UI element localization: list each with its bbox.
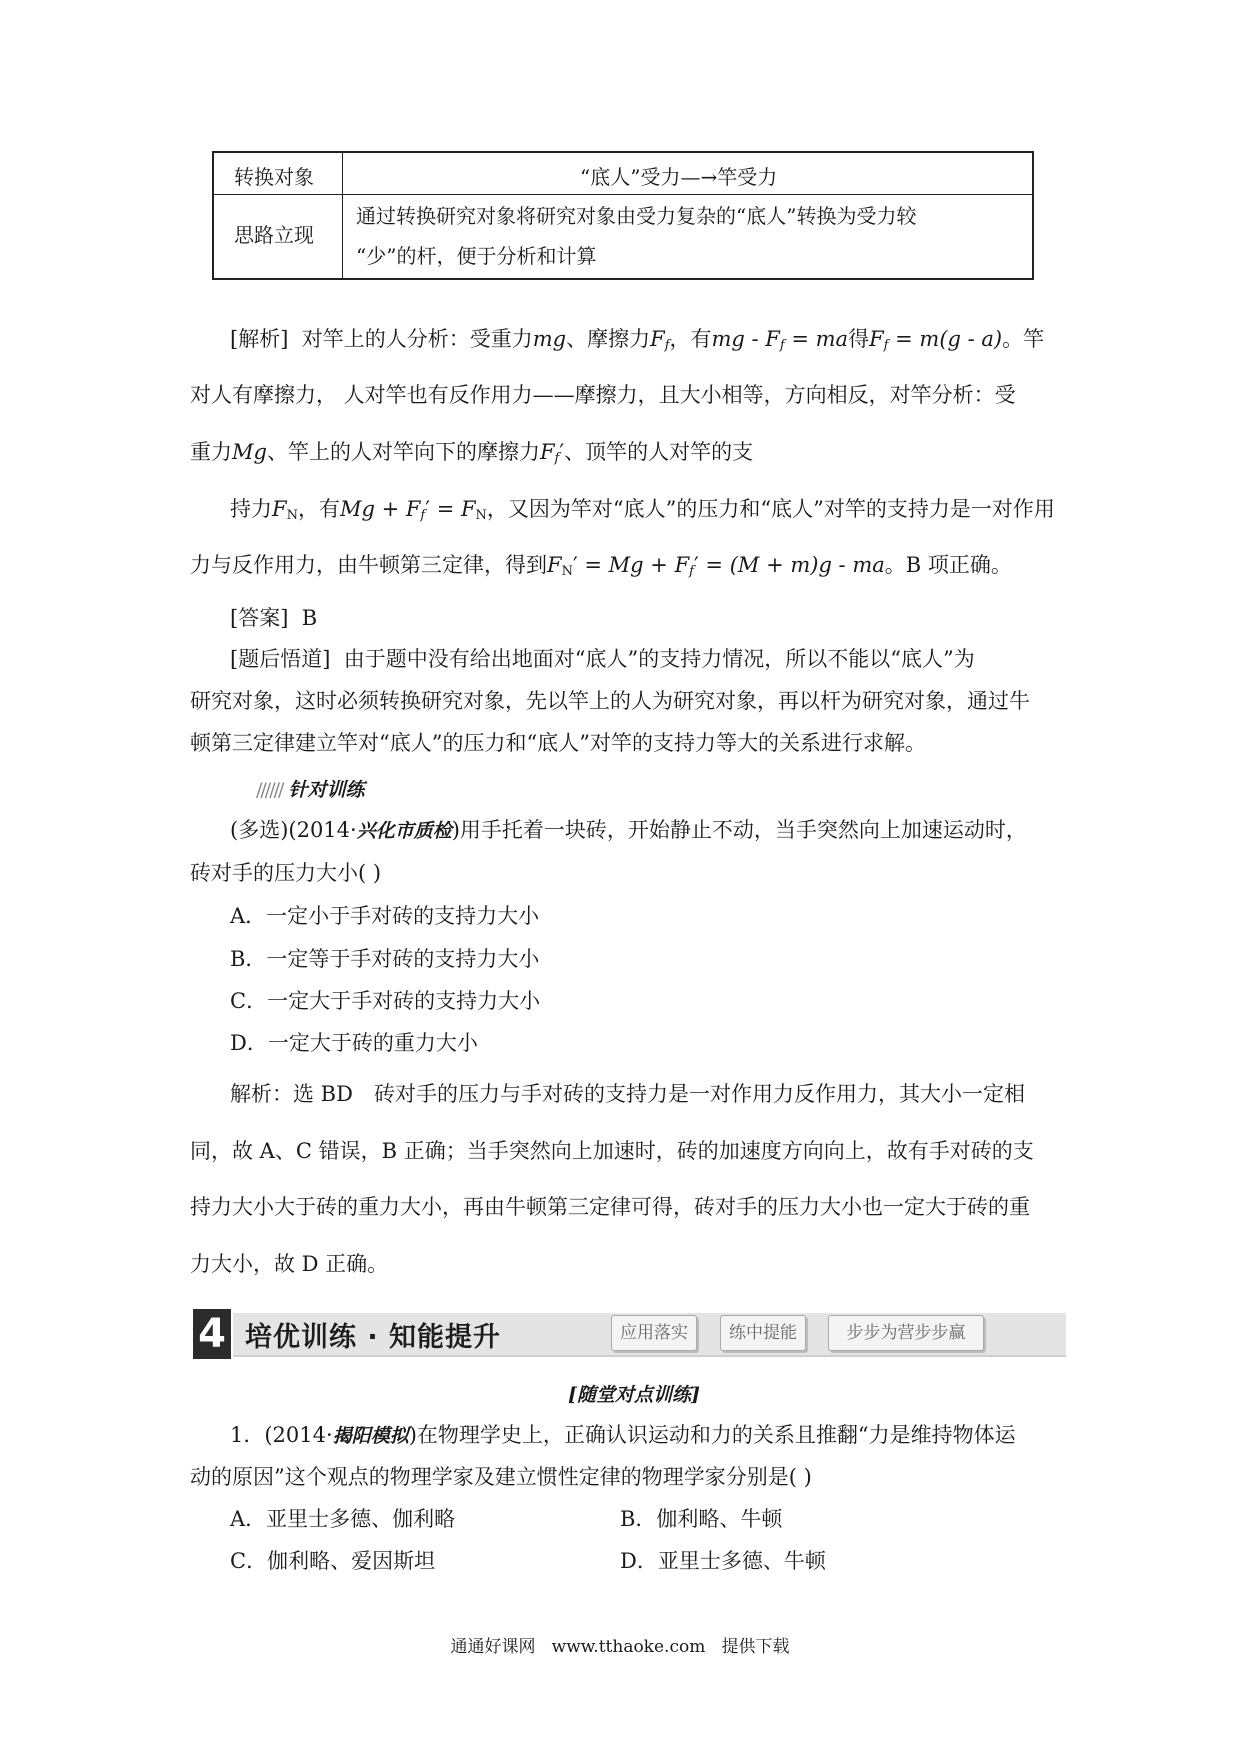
option-item: D．一定大于砖的重力大小 (230, 1031, 478, 1055)
hatch-decoration: ////// (256, 779, 283, 801)
option-item: D．亚里士多德、牛顿 (620, 1549, 826, 1573)
practice-heading: ////// 针对训练 (256, 779, 365, 801)
solution-line: 解析：选 BD 砖对手的压力与手对砖的支持力是一对作用力反作用力，其大小一定相 (230, 1082, 1025, 1106)
analysis-line: 持力$F_N$，有$Mg + F_f' = F_N$，又因为竿对“底人”的压力和“底人”对竿的支持力是一对作用 (230, 497, 1055, 523)
section-banner (193, 1307, 1066, 1361)
option-item: B．一定等于手对砖的支持力大小 (230, 947, 540, 971)
section-tag: 步步为营步步赢 (828, 1315, 984, 1351)
drill-question: 1．(2014·揭阳模拟)在物理学史上，正确认识运动和力的关系且推翻“力是维持物体运 (230, 1423, 1016, 1447)
table-divider (342, 153, 343, 278)
analysis-line: 力与反作用力，由牛顿第三定律，得到$F_N' = Mg + F_f' = (M + m)g$ - ma。B 项正确。 (190, 553, 1012, 579)
insight-line: 研究对象，这时必须转换研究对象，先以竿上的人为研究对象，再以杆为研究对象，通过牛 (190, 689, 1030, 713)
section-tag: 应用落实 (611, 1315, 697, 1351)
info-table (212, 151, 1034, 280)
table-row-content: “底人”受力—→竿受力 (580, 165, 778, 189)
table-row-content: 通过转换研究对象将研究对象由受力复杂的“底人”转换为受力较 (356, 204, 917, 228)
insight-tag: [题后悟道] (230, 647, 331, 671)
drill-heading: [随堂对点训练] (568, 1384, 700, 1406)
table-row-label: 转换对象 (234, 165, 314, 189)
answer-line (230, 603, 317, 633)
table-row-label: 思路立现 (234, 223, 314, 247)
option-item: C．一定大于手对砖的支持力大小 (230, 989, 541, 1013)
analysis-line: 重力Mg、竿上的人对竿向下的摩擦力$F_f'$、顶竿的人对竿的支 (190, 440, 754, 466)
option-item: C．伽利略、爱因斯坦 (230, 1549, 436, 1573)
solution-line: 力大小，故 D 正确。 (190, 1252, 389, 1276)
insight-line: [题后悟道] 由于题中没有给出地面对“底人”的支持力情况，所以不能以“底人”为 (230, 647, 975, 671)
answer-value: B (301, 606, 318, 630)
option-item: A．亚里士多德、伽利略 (230, 1507, 456, 1531)
option-item: B．伽利略、牛顿 (620, 1507, 783, 1531)
table-divider (214, 194, 1032, 195)
table-row-content: “少”的杆，便于分析和计算 (356, 244, 597, 268)
insight-line: 顿第三定律建立竿对“底人”的压力和“底人”对竿的支持力等大的关系进行求解。 (190, 731, 926, 755)
section-number: 4 (193, 1309, 231, 1359)
practice-question: 砖对手的压力大小( ) (190, 861, 382, 885)
analysis-tag: [解析] (230, 327, 289, 351)
section-tag: 练中提能 (720, 1315, 806, 1351)
practice-question: (多选)(2014·兴化市质检)用手托着一块砖，开始静止不动，当手突然向上加速运动时， (230, 818, 1027, 842)
option-item: A．一定小于手对砖的支持力大小 (230, 904, 540, 928)
analysis-line: 对人有摩擦力， 人对竿也有反作用力——摩擦力，且大小相等，方向相反，对竿分析：受 (190, 383, 1016, 407)
drill-question: 动的原因”这个观点的物理学家及建立惯性定律的物理学家分别是( ) (190, 1465, 812, 1489)
solution-line: 持力大小大于砖的重力大小，再由牛顿第三定律可得，砖对手的压力大小也一定大于砖的重 (190, 1195, 1030, 1219)
section-title: 培优训练 · 知能提升 (245, 1322, 502, 1353)
analysis-line: [解析] 对竿上的人分析：受重力mg、摩擦力$F_f$，有mg - $F_f$ = ma得$F_f = m(g - a)$。竿 (230, 327, 1045, 353)
solution-line: 同，故 A、C 错误，B 正确；当手突然向上加速时，砖的加速度方向向上，故有手对砖的支 (190, 1139, 1034, 1163)
page-footer: 通通好课网 www.tthaoke.com 提供下载 (450, 1637, 790, 1657)
answer-tag: [答案] (230, 606, 289, 630)
